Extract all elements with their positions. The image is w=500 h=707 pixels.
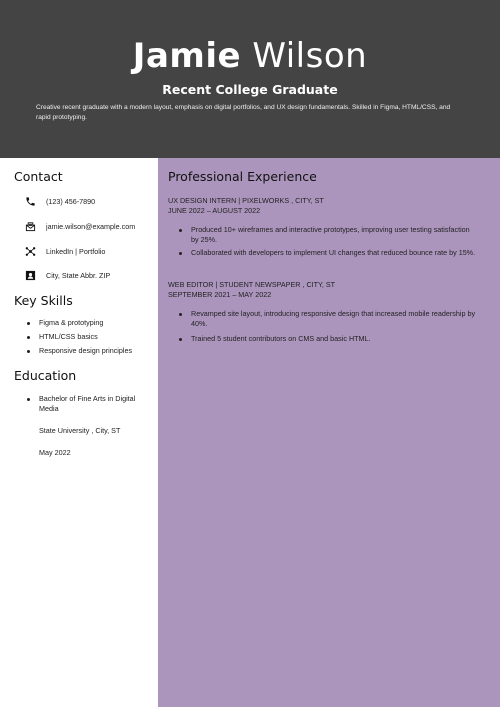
- phone-text: (123) 456-7890: [46, 196, 96, 206]
- resume-header: [0, 0, 500, 158]
- education-date: May 2022: [39, 448, 71, 457]
- last-name: Wilson: [252, 36, 368, 76]
- network-icon: [24, 245, 36, 257]
- experience-heading: Professional Experience: [168, 169, 317, 184]
- contact-links[interactable]: [24, 245, 105, 257]
- job-bullet: Produced 10+ wireframes and interactive prototypes, improving user testing satisfaction by 25%.: [177, 225, 477, 245]
- address-text: City, State Abbr. ZIP: [46, 270, 111, 280]
- email-icon: [24, 220, 36, 232]
- job-heading: UX DESIGN INTERN | PIXELWORKS , CITY, ST: [168, 196, 324, 205]
- contact-email[interactable]: [24, 220, 135, 232]
- phone-icon: [24, 195, 36, 207]
- email-text[interactable]: jamie.wilson@example.com: [46, 221, 136, 231]
- job-bullet: Revamped site layout, introducing responsive design that increased mobile readership by 40%.: [177, 309, 477, 329]
- education-heading: Education: [14, 368, 77, 383]
- full-name: [0, 36, 500, 76]
- first-name: Jamie: [132, 36, 242, 76]
- address-card-icon: [24, 269, 36, 281]
- skill-item: HTML/CSS basics: [25, 332, 155, 342]
- job-heading: WEB EDITOR | STUDENT NEWSPAPER , CITY, ST: [168, 280, 336, 289]
- degree-item: Bachelor of Fine Arts in Digital Media: [25, 394, 153, 414]
- skills-list: [25, 318, 155, 356]
- job-bullet: Collaborated with developers to implement UI changes that reduced bounce rate by 15%.: [177, 248, 477, 258]
- skill-item: Responsive design principles: [25, 346, 155, 356]
- links-text[interactable]: LinkedIn | Portfolio: [46, 246, 106, 256]
- skill-item: Figma & prototyping: [25, 318, 155, 328]
- job-title: Recent College Graduate: [162, 82, 338, 97]
- job-dates: SEPTEMBER 2021 – MAY 2022: [168, 290, 272, 299]
- education-list: [25, 394, 153, 414]
- contact-address: [24, 269, 110, 281]
- job-dates: JUNE 2022 – AUGUST 2022: [168, 206, 261, 215]
- job-bullets: [177, 309, 477, 344]
- summary-text: Creative recent graduate with a modern layout, emphasis on digital portfolios, and UX design fundamentals. Skilled in Figma, HTML/CSS, and rapid prototyping.: [36, 104, 451, 121]
- skills-heading: Key Skills: [14, 293, 73, 308]
- contact-phone: [24, 195, 95, 207]
- job-bullet: Trained 5 student contributors on CMS and basic HTML.: [177, 334, 477, 344]
- job-bullets: [177, 225, 477, 258]
- contact-heading: Contact: [14, 169, 63, 184]
- school-text: State University , City, ST: [39, 426, 121, 435]
